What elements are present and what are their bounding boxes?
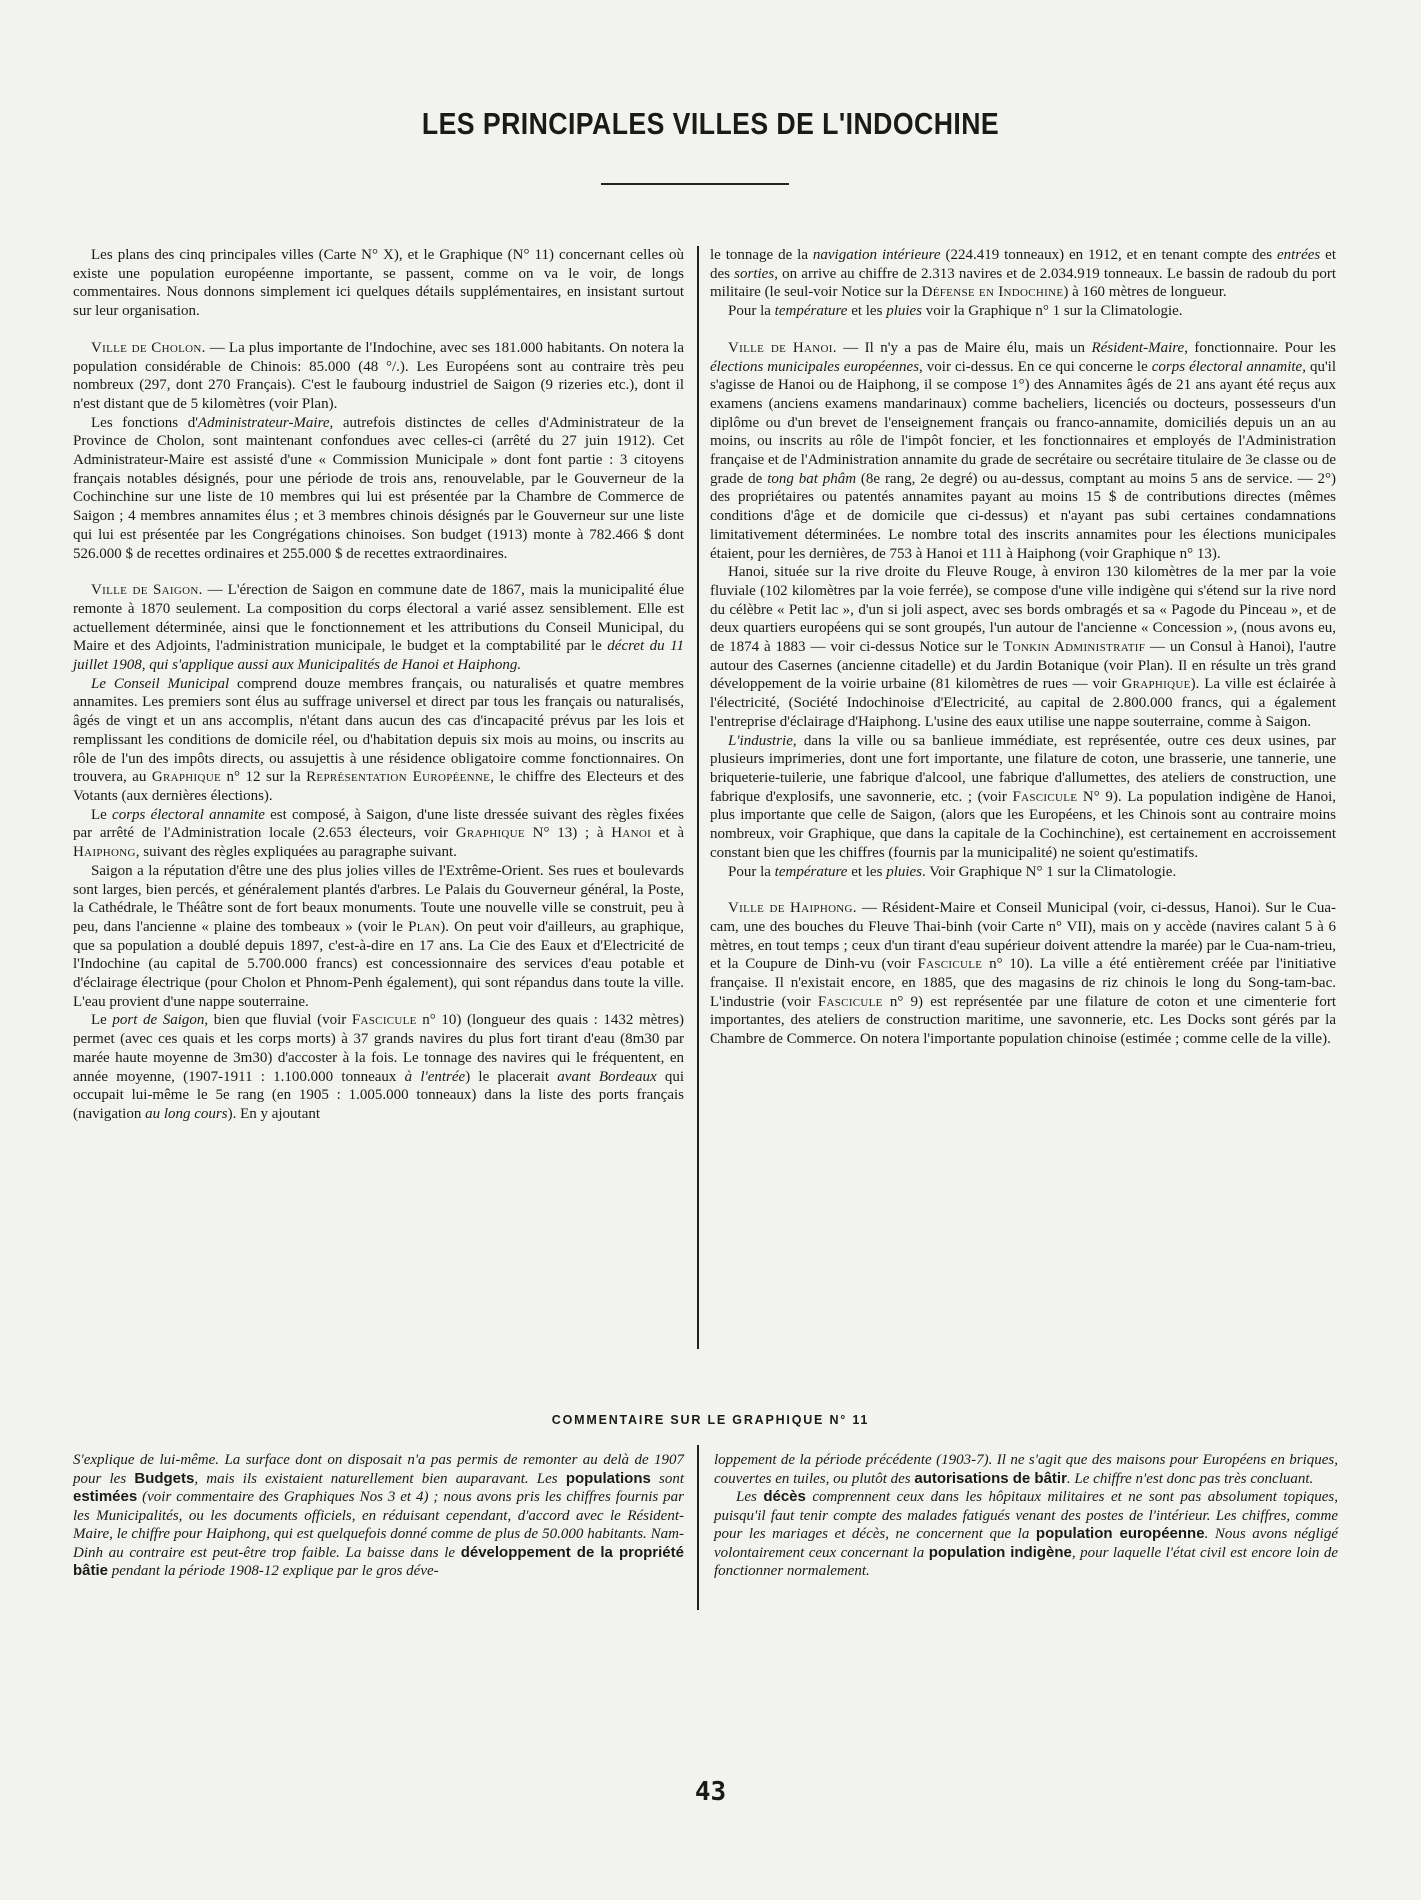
saigon-paragraph-4: Saigon a la réputation d'être une des plus jolies villes de l'Extrême-Orient. Ses rues et boulevards sont larges, bien percés, et généralement plantés d'arbres. Le Palais du Gouverneur général, la Poste, la Cathédrale, le Théâtre sont de fort beaux monuments. Toute une nouvelle ville se construit, peu à peu, dans l'ancienne « plaine des tombeaux » (voir le Plan). On peut voir d'ailleurs, au graphique, que sa population a doublé depuis 1897, c'est-à-dire en 17 ans. La Cie des Eaux et d'Electricité de l'Indochine (au capital de 5.700.000 francs) est concessionnaire des services d'eau potable et d'éclairage électrique (pour Cholon et Phnom-Penh également), qui sont répandus dans toute la ville. L'eau provient d'une nappe souterraine. <box>73 862 684 1010</box>
intro-paragraph: Les plans des cinq principales villes (Carte N° X), et le Graphique (N° 11) concernant celles où existe une population européenne importante, se passent, comme on va le voir, de longs commentaires. Nous donnons simplement ici quelques détails supplémentaires, en insistant surtout sur leur organisation. <box>73 247 684 320</box>
haiphong-paragraph: Ville de Haiphong. — Résident-Maire et Conseil Municipal (voir, ci-dessus, Hanoi). Sur le Cua-cam, une des bouches du Fleuve Thai-binh (voir Carte n° VII), mais on y accède (navires calant 5 à 6 mètres, en tout temps ; ceux d'un tirant d'eau supérieur doivent attendre la marée) par le Cua-nam-trieu, et la Coupure de Dinh-vu (voir Fascicule n° 10). La ville a été entièrement créée par l'initiative française. Il n'existait encore, en 1885, que des magasins de riz chinois le long du Song-tam-bac. L'industrie (voir Fascicule n° 9) est représentée par une filature de coton et une cimenterie fort importantes, des ateliers de construction maritime, une savonnerie, etc. Les Docks sont gérés par la Chambre de Commerce. On notera l'importante population chinoise (estimée ; comme celle de la ville). <box>710 900 1336 1048</box>
hanoi-climate-note: Pour la température et les pluies. Voir Graphique N° 1 sur la Climatologie. <box>728 863 1177 880</box>
cholon-paragraph-1: Ville de Cholon. — La plus importante de l'Indochine, avec ses 181.000 habitants. On notera la population considérable de Chinois: 85.000 (48 °/.). Les Européens sont au contraire très peu nombreux (297, dont 270 Français). C'est le faubourg industriel de Saigon (9 rizeries etc.), dont il n'est distant que de 5 kilomètres (voir Plan). <box>73 339 684 412</box>
column-divider <box>697 246 699 1349</box>
cholon-heading: Ville de Cholon. <box>91 339 206 356</box>
commentary-left-column <box>73 1451 684 1581</box>
haiphong-heading: Ville de Haiphong. <box>728 900 857 917</box>
title-rule <box>601 183 789 185</box>
saigon-paragraph-5: Le port de Saigon, bien que fluvial (voir Fascicule n° 10) (longueur des quais : 1432 mètres) permet (avec ces quais et les corps morts) à 37 grands navires du plus fort tirant d'eau (8m30 par marée haute moyenne de 3m30) d'accoster à la fois. Le tonnage des navires qui le fréquentent, en année moyenne, (1907-1911 : 1.100.000 tonneaux à l'entrée) le placerait avant Bordeaux qui occupait lui-même le 5e rang (en 1905 : 1.005.000 tonneaux) dans la liste des ports français (navigation au long cours). En y ajoutant <box>73 1012 684 1122</box>
saigon-paragraph-2: Le Conseil Municipal comprend douze membres français, ou naturalisés et quatre membres annamites. Les premiers sont élus au suffrage universel et direct par tous les français ou naturalisés, âgés de vingt et un ans accomplis, n'étant dans aucun des cas d'incapacité prévus par les lois et remplissant les conditions de domicile réel, ou d'habitation depuis six mois au moins, ou inscrits au rôle de l'un des impôts directs, ou assujettis à une résidence obligatoire comme fonctionnaires. On trouvera, au Graphique n° 12 sur la Représentation Européenne, le chiffre des Electeurs et des Votants (aux dernières élections). <box>73 675 685 804</box>
hanoi-heading: Ville de Hanoi. <box>728 339 837 356</box>
saigon-climate-note: Pour la température et les pluies voir la Graphique n° 1 sur la Climatologie. <box>728 303 1183 320</box>
saigon-continuation: le tonnage de la navigation intérieure (224.419 tonneaux) en 1912, et en tenant compte des entrées et des sorties, on arrive au chiffre de 2.313 navires et de 2.034.919 tonneaux. Le bassin de radoub du port militaire (le seul-voir Notice sur la Défense en Indochine) à 160 mètres de longueur. <box>710 247 1336 301</box>
right-column <box>710 246 1336 1049</box>
cholon-paragraph-2: Les fonctions d'Administrateur-Maire, autrefois distinctes de celles d'Administrateur de la Province de Cholon, sont maintenant confondues avec celles-ci (arrêté du 27 juin 1912). Cet Administrateur-Maire est assisté d'une « Commission Municipale » dont font partie : 3 citoyens français notables désignés, pour une période de trois ans, renouvelable, par le Gouverneur de la Cochinchine sur une liste de 10 membres qui lui est présentée par la Chambre de Commerce de Saigon ; 4 membres annamites élus ; et 3 membres chinois désignés par le Gouverneur sur une liste qui lui est présentée par les Congrégations chinoises. Son budget (1913) monte à 782.466 $ dont 526.000 $ de recettes ordinaires et 255.000 $ de recettes extraordinaires. <box>73 414 684 562</box>
commentary-divider <box>697 1445 699 1610</box>
saigon-paragraph-1: Ville de Saigon. — L'érection de Saigon en commune date de 1867, mais la municipalité élue remonte à 1870 seulement. La composition du corps électoral a varié assez sensiblement. Elle est actuellement déterminée, ainsi que le fonctionnement et les attributions du Conseil Municipal, du Maire et des Adjoints, l'administration municipale, le budget et la comptabilité par le décret du 11 juillet 1908, qui s'applique aussi aux Municipalités de Hanoi et Haiphong. <box>73 582 684 674</box>
left-column <box>73 246 684 1124</box>
commentary-heading: COMMENTAIRE SUR LE GRAPHIQUE N° 11 <box>551 1413 870 1427</box>
saigon-paragraph-3: Le corps électoral annamite est composé, à Saigon, d'une liste dressée suivant des règles fixées par arrêté de l'Administration locale (2.653 électeurs, voir Graphique N° 13) ; à Hanoi et à Haiphong, suivant des règles expliquées au paragraphe suivant. <box>73 806 685 861</box>
commentary-paragraph-3: Les décès comprennent ceux dans les hôpitaux militaires et ne sont pas absolument topiques, puisqu'il faut tenir compte des malades fatigués venant des postes de l'intérieur. Les chiffres, comme pour les mariages et décès, ne concernent que la population européenne. Nous avons négligé volontairement ceux concernant la population indigène, pour laquelle l'état civil est encore loin de fonctionner normalement. <box>714 1488 1338 1579</box>
hanoi-paragraph-3: L'industrie, dans la ville ou sa banlieue immédiate, est représentée, outre ces deux usines, par plusieurs imprimeries, dont une fort importante, une filature de coton, une brasserie, une tannerie, une briqueterie-tuilerie, une fabrique d'alcool, une fabrique d'allumettes, des ateliers de construction, une fabrique d'explosifs, une savonnerie, etc. ; (voir Fascicule N° 9). La population indigène de Hanoi, plus importante que celle de Saigon, (alors que les Européens, et les Chinois sont au contraire moins nombreux, voir Graphique, que dans la capitale de la Cochinchine), est certainement en accroissement constant bien que les chiffres (fournis par la municipalité) ne soient qu'estimatifs. <box>710 732 1336 861</box>
page-number: 43 <box>694 1777 727 1807</box>
page-title: LES PRINCIPALES VILLES DE L'INDOCHINE <box>421 106 1000 141</box>
commentary-right-column <box>714 1451 1338 1581</box>
hanoi-paragraph-2: Hanoi, située sur la rive droite du Fleuve Rouge, à environ 130 kilomètres de la mer par la voie fluviale (102 kilomètres par la voie ferrée), se compose d'une ville indigène qui s'étend sur la rive nord du célèbre « Petit lac », d'un si joli aspect, avec ses bords ombragés et sa « Pagode du Pinceau », et de deux quartiers européens qui se sont groupés, l'un autour de l'ancienne « Concession », (nous avons eu, de 1874 à 1883 — voir ci-dessus Notice sur le Tonkin Administratif — un Consul à Hanoi), l'autre autour des Casernes (ancienne citadelle) et du Jardin Botanique (voir Plan). Il en résulte un très grand développement de la voirie urbaine (81 kilomètres de rues — voir Graphique). La ville est éclairée à l'électricité, (Société Indochinoise d'Electricité, au capital de 2.800.000 francs, qui a également l'entreprise d'éclairage d'Haiphong. L'usine des eaux utilise une nappe souterraine, comme à Saigon. <box>710 564 1337 730</box>
hanoi-paragraph-1: Ville de Hanoi. — Il n'y a pas de Maire élu, mais un Résident-Maire, fonctionnaire. Pour les élections municipales européennes, voir ci-dessus. En ce qui concerne le corps électoral annamite, qu'il s'agisse de Hanoi ou de Haiphong, il se compose 1°) des Annamites âgés de 21 ans ayant été reçus aux examens (anciens examens mandarinaux) comme bacheliers, licenciés ou docteurs, possesseurs d'un diplôme ou d'un brevet de l'enseignement français ou franco-annamite, domiciliés depuis un an au moins, ou inscrits au rôle de l'impôt foncier, et les fonctionnaires et employés de l'Administration française et de l'Administration annamite du grade de secrétaire ou secrétaire titulaire de 3e classe ou de grade de tong bat phâm (8e rang, 2e degré) ou au-dessus, comptant au moins 5 ans de service. — 2°) des propriétaires ou patentés annamites payant au moins 15 $ de contributions directes (mêmes conditions d'âge et de domicile que ci-dessus) et n'ayant pas subi certaines condamnations limitativement déterminées. Le nombre total des inscrits annamites pour les élections municipales étaient, pour les dernières, de 753 à Hanoi et 111 à Haiphong (voir Graphique n° 13). <box>710 339 1337 562</box>
saigon-heading: Ville de Saigon. <box>91 582 203 599</box>
commentary-paragraph-1: S'explique de lui-même. La surface dont on disposait n'a pas permis de remonter au delà de 1907 pour les Budgets, mais ils existaient naturellement bien auparavant. Les populations sont estimées (voir commentaire des Graphiques Nos 3 et 4) ; nous avons pris les chiffres fournis par les Municipalités, ou les documents officiels, en réduisant cependant, d'accord avec le Résident-Maire, le chiffre pour Haiphong, qui est quelquefois donné comme de plus de 50.000 habitants. Nam-Dinh au contraire est peut-être trop faible. La baisse dans le développement de la propriété bâtie pendant la période 1908-12 explique par le gros déve- <box>73 1452 685 1579</box>
commentary-paragraph-2: loppement de la période précédente (1903-7). Il ne s'agit que des maisons pour Européens en briques, couvertes en tuiles, ou plutôt des autorisations de bâtir. Le chiffre n'est donc pas très concluant. <box>714 1452 1338 1487</box>
